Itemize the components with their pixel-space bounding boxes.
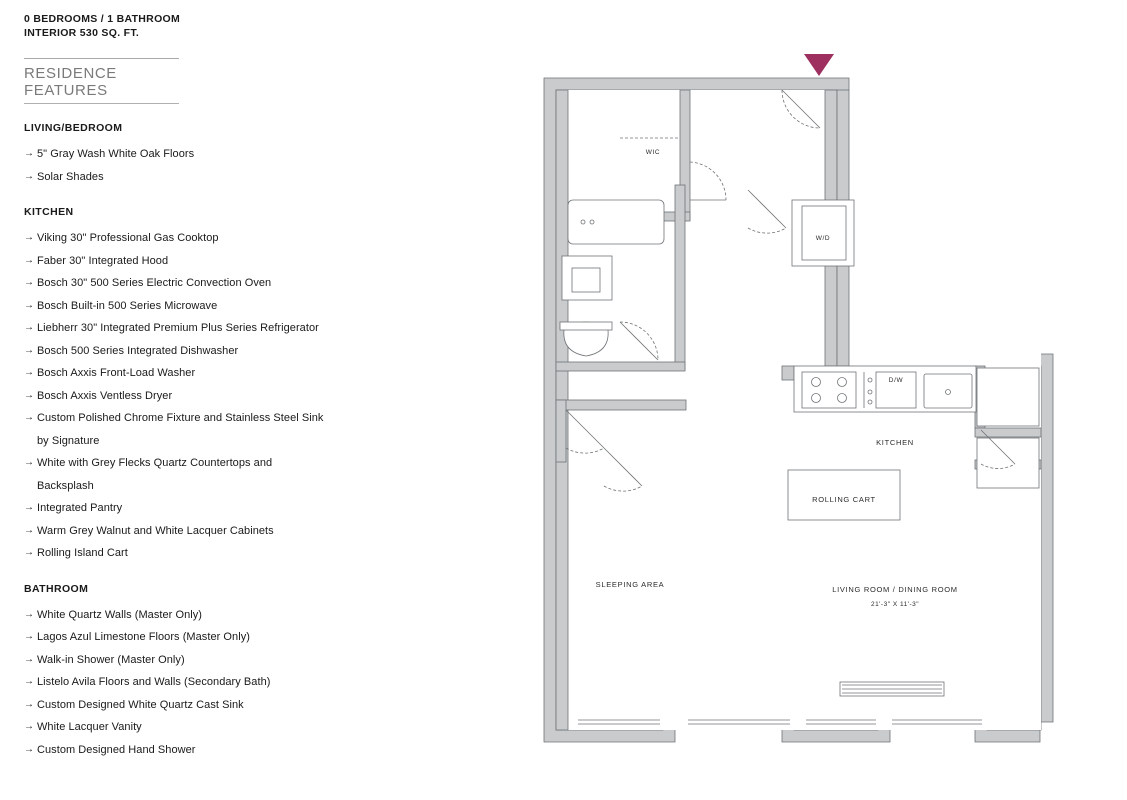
arrow-right-icon: →: [24, 367, 35, 378]
arrow-right-icon: →: [24, 653, 35, 665]
arrow-right-icon: →: [24, 547, 35, 558]
arrow-right-icon: →: [24, 254, 35, 266]
list-item-label: Custom Designed White Quartz Cast Sink: [37, 698, 244, 711]
list-item-label: Warm Grey Walnut and White Lacquer Cabinets: [37, 524, 274, 537]
list-item: [24, 452, 324, 497]
arrow-right-icon: →: [24, 232, 35, 243]
list-item: [24, 604, 324, 627]
list-item-label: Lagos Azul Limestone Floors (Master Only): [37, 631, 250, 643]
list-item-label: Rolling Island Cart: [37, 547, 128, 559]
list-item: [24, 272, 324, 295]
arrow-right-icon: →: [24, 170, 35, 182]
list-item-label: Faber 30" Integrated Hood: [37, 254, 169, 267]
list-item: [24, 227, 324, 250]
arrow-right-icon: →: [24, 277, 35, 288]
list-item: [24, 317, 324, 340]
arrow-right-icon: →: [24, 698, 35, 710]
label-living-dining-dimensions: 21'-3" X 11'-3": [870, 601, 920, 608]
list-item: [24, 143, 324, 166]
label-wic: WIC: [645, 149, 661, 156]
list-item-label: Bosch 30" 500 Series Electric Convection Oven: [37, 277, 272, 289]
list-item: [24, 340, 324, 363]
arrow-right-icon: →: [24, 502, 35, 513]
section-title: KITCHEN: [24, 206, 74, 218]
divider-top: [24, 58, 179, 59]
list-item: [24, 166, 324, 189]
arrow-right-icon: →: [24, 344, 35, 356]
list-item: [24, 694, 324, 717]
list-item-label: Bosch Built-in 500 Series Microwave: [37, 299, 218, 312]
list-item: [24, 649, 324, 672]
entry-arrow-icon: [804, 54, 834, 76]
list-item-label: Listelo Avila Floors and Walls (Secondary Bath): [37, 676, 271, 688]
label-washer-dryer: W/D: [815, 235, 831, 242]
list-item-label: Custom Designed Hand Shower: [37, 743, 196, 756]
list-item-label: Bosch Axxis Front-Load Washer: [37, 367, 196, 379]
arrow-right-icon: →: [24, 322, 35, 333]
label-dishwasher: D/W: [888, 377, 904, 384]
list-item: [24, 542, 324, 565]
list-item-label: White with Grey Flecks Quartz Countertops and Backsplash: [37, 457, 273, 492]
feature-list: [24, 143, 324, 188]
floor-plan: [520, 30, 1080, 770]
list-item: [24, 520, 324, 543]
list-item-label: Bosch Axxis Ventless Dryer: [37, 389, 173, 402]
arrow-right-icon: →: [24, 608, 35, 620]
list-item-label: 5" Gray Wash White Oak Floors: [37, 148, 195, 160]
list-item: [24, 671, 324, 694]
arrow-right-icon: →: [24, 721, 35, 732]
list-item: [24, 716, 324, 739]
list-item-label: Walk-in Shower (Master Only): [37, 653, 185, 666]
list-item: [24, 626, 324, 649]
arrow-right-icon: →: [24, 457, 35, 468]
list-item: [24, 250, 324, 273]
label-living-dining: LIVING ROOM / DINING ROOM: [832, 585, 958, 594]
section-kitchen: [24, 206, 324, 565]
arrow-right-icon: →: [24, 389, 35, 401]
list-item: [24, 497, 324, 520]
section-living-bedroom: [24, 122, 324, 188]
unit-summary-line-1: 0 BEDROOMS / 1 BATHROOM: [24, 13, 181, 25]
list-item-label: Viking 30" Professional Gas Cooktop: [37, 232, 219, 244]
list-item: [24, 362, 324, 385]
list-item: [24, 407, 324, 452]
arrow-right-icon: →: [24, 412, 35, 423]
list-item-label: Liebherr 30" Integrated Premium Plus Series Refrigerator: [37, 322, 319, 334]
list-item-label: White Quartz Walls (Master Only): [37, 608, 202, 621]
residence-info-panel: [24, 12, 324, 761]
list-item-label: Integrated Pantry: [37, 502, 123, 514]
list-item-label: White Lacquer Vanity: [37, 721, 142, 733]
arrow-right-icon: →: [24, 148, 35, 159]
feature-list: [24, 604, 324, 762]
label-rolling-cart: ROLLING CART: [812, 495, 876, 504]
arrow-right-icon: →: [24, 676, 35, 687]
list-item-label: Solar Shades: [37, 170, 104, 183]
section-bathroom: [24, 583, 324, 762]
list-item-label: Custom Polished Chrome Fixture and Stainless Steel Sink by Signature: [37, 412, 324, 447]
unit-summary-line-2: INTERIOR 530 SQ. FT.: [24, 27, 140, 39]
section-title: BATHROOM: [24, 582, 89, 595]
label-sleeping-area: SLEEPING AREA: [595, 580, 665, 589]
arrow-right-icon: →: [24, 524, 35, 536]
list-item: [24, 295, 324, 318]
label-kitchen: KITCHEN: [876, 438, 914, 447]
arrow-right-icon: →: [24, 631, 35, 642]
unit-summary: [24, 12, 324, 40]
arrow-right-icon: →: [24, 299, 35, 311]
list-item-label: Bosch 500 Series Integrated Dishwasher: [37, 344, 239, 357]
list-item: [24, 739, 324, 762]
section-title: LIVING/BEDROOM: [24, 122, 123, 134]
feature-list: [24, 227, 324, 565]
page-title: RESIDENCE FEATURES: [24, 65, 179, 104]
arrow-right-icon: →: [24, 743, 35, 755]
list-item: [24, 385, 324, 408]
